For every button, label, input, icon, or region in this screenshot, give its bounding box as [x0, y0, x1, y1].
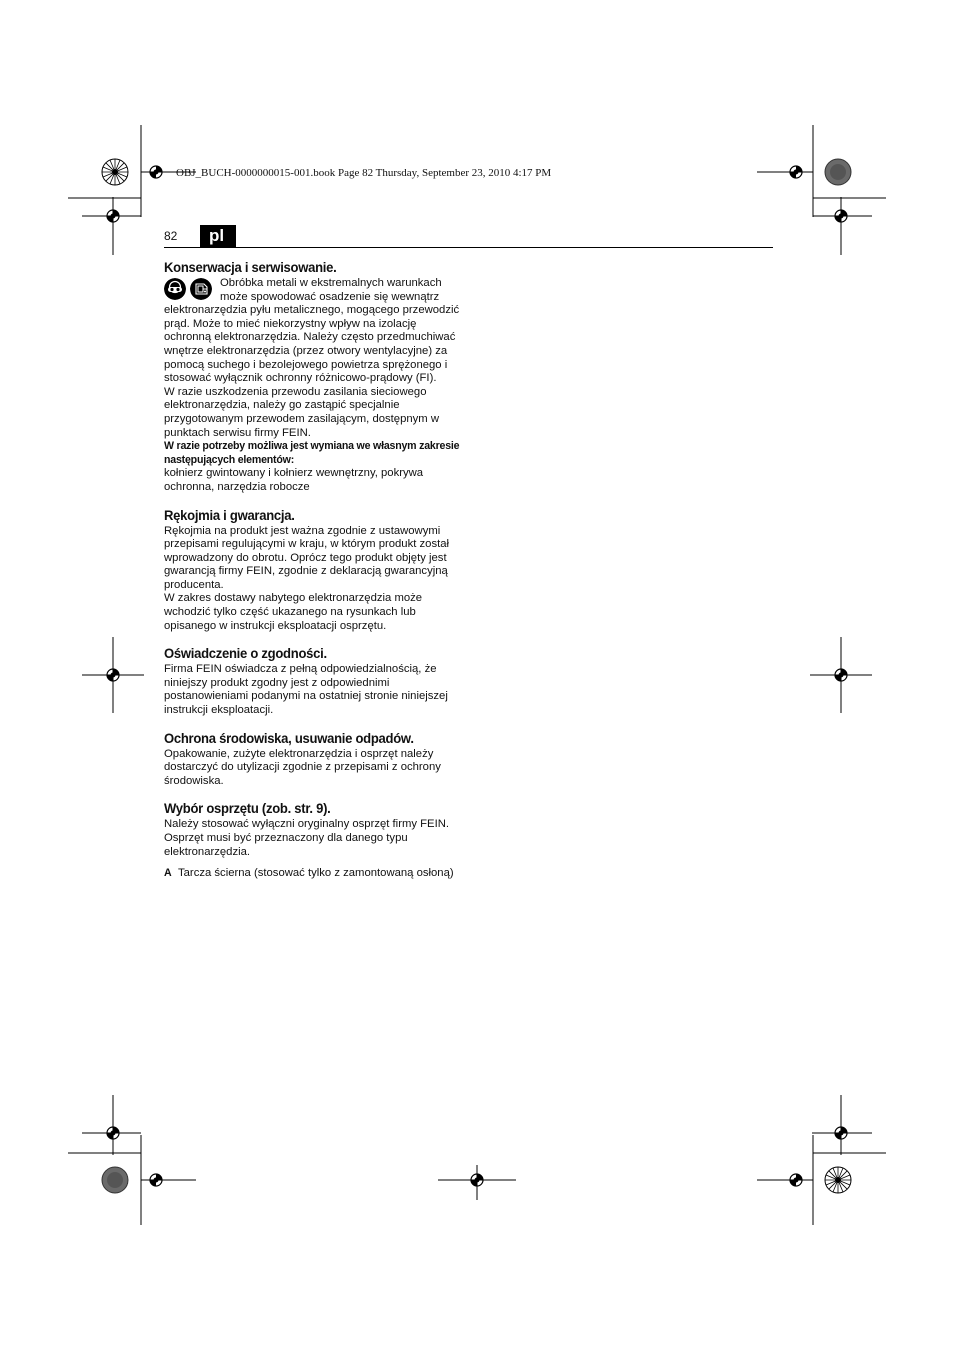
list-item — [164, 867, 464, 881]
page-number: 82 — [164, 229, 178, 243]
maintenance-paragraph-2: W razie uszkodzenia przewodu zasilania sieciowego elektronarzędzia, należy go zastąpić specjalnie przygotowanym przewodem zasilającym, dostępnym w punktach serwisu firmy FEIN. — [164, 385, 439, 439]
header-rule — [164, 247, 773, 248]
language-tab: pl — [200, 225, 236, 247]
section-warranty — [164, 507, 464, 634]
accessories-paragraph: Należy stosować wyłączni oryginalny osprzęt firmy FEIN. Osprzęt musi być przeznaczony dla danego typu elektronarzędzia. — [164, 818, 450, 858]
section-title: Konserwacja i serwisowanie. — [164, 260, 337, 276]
section-conformity — [164, 645, 464, 717]
list-item-key: A — [164, 867, 172, 880]
section-environment — [164, 730, 464, 789]
list-item-text: Tarcza ścierna (stosować tylko z zamontowaną osłoną) — [178, 867, 454, 880]
conformity-paragraph: Firma FEIN oświadcza z pełną odpowiedzialnością, że niniejszy produkt zgodny jest z odpowiednimi postanowieniami podanymi na ostatniej stronie niniejszej instrukcji eksploatacji. — [164, 663, 448, 717]
main-column — [164, 256, 464, 881]
section-title: Ochrona środowiska, usuwanie odpadów. — [164, 730, 414, 747]
environment-paragraph: Opakowanie, zużyte elektronarzędzia i osprzęt należy dostarczyć do utylizacji zgodnie z przepisami z ochrony środowiska. — [164, 747, 441, 787]
section-accessories — [164, 800, 464, 880]
dust-mask-icon — [190, 278, 212, 300]
section-title: Oświadczenie o zgodności. — [164, 646, 327, 663]
warranty-paragraph-2: W zakres dostawy nabytego elektronarzędzia może wchodzić tylko część ukazanego na rysunkach lub opisanego w instrukcji eksploatacji osprzętu. — [164, 592, 423, 632]
warranty-paragraph-1: Rękojmia na produkt jest ważna zgodnie z ustawowymi przepisami regulującymi w kraju, w którym produkt został wprowadzony do obrotu. Oprócz tego produkt objęty jest gwarancją firmy FEIN, zgodnie z deklaracją gwarancyjną producenta. — [164, 524, 450, 591]
section-title: Rękojmia i gwarancja. — [164, 507, 295, 524]
warning-pictograms — [164, 278, 216, 304]
maintenance-paragraph-1: Obróbka metali w ekstremalnych warunkach może spowodować osadzenie się wewnątrz elektronarzędzia pyłu metalicznego, mogącego przewodzić prąd. Może to mieć niekorzystny wpływ na izolację ochronną elektronarzędzia. Należy często przedmuchiwać wnętrze elektronarzędzia (przez otwory wentylacyjne) za pomocą suchego i bezolejowego powietrza sprężonego i stosować wyłącznik ochronny różnicowo-prądowy (FI). — [164, 277, 460, 385]
safety-goggles-icon — [164, 278, 186, 300]
maintenance-replaceable-note: W razie potrzeby możliwa jest wymiana we własnym zakresie następujących elementów: — [164, 440, 460, 466]
maintenance-replaceable-parts: kołnierz gwintowany i kołnierz wewnętrzny, pokrywa ochronna, narzędzia robocze — [164, 467, 424, 493]
section-title: Wybór osprzętu (zob. str. 9). — [164, 801, 331, 818]
section-maintenance — [164, 259, 464, 495]
book-file-header: OBJ_BUCH-0000000015-001.book Page 82 Thursday, September 23, 2010 4:17 PM — [176, 167, 552, 179]
